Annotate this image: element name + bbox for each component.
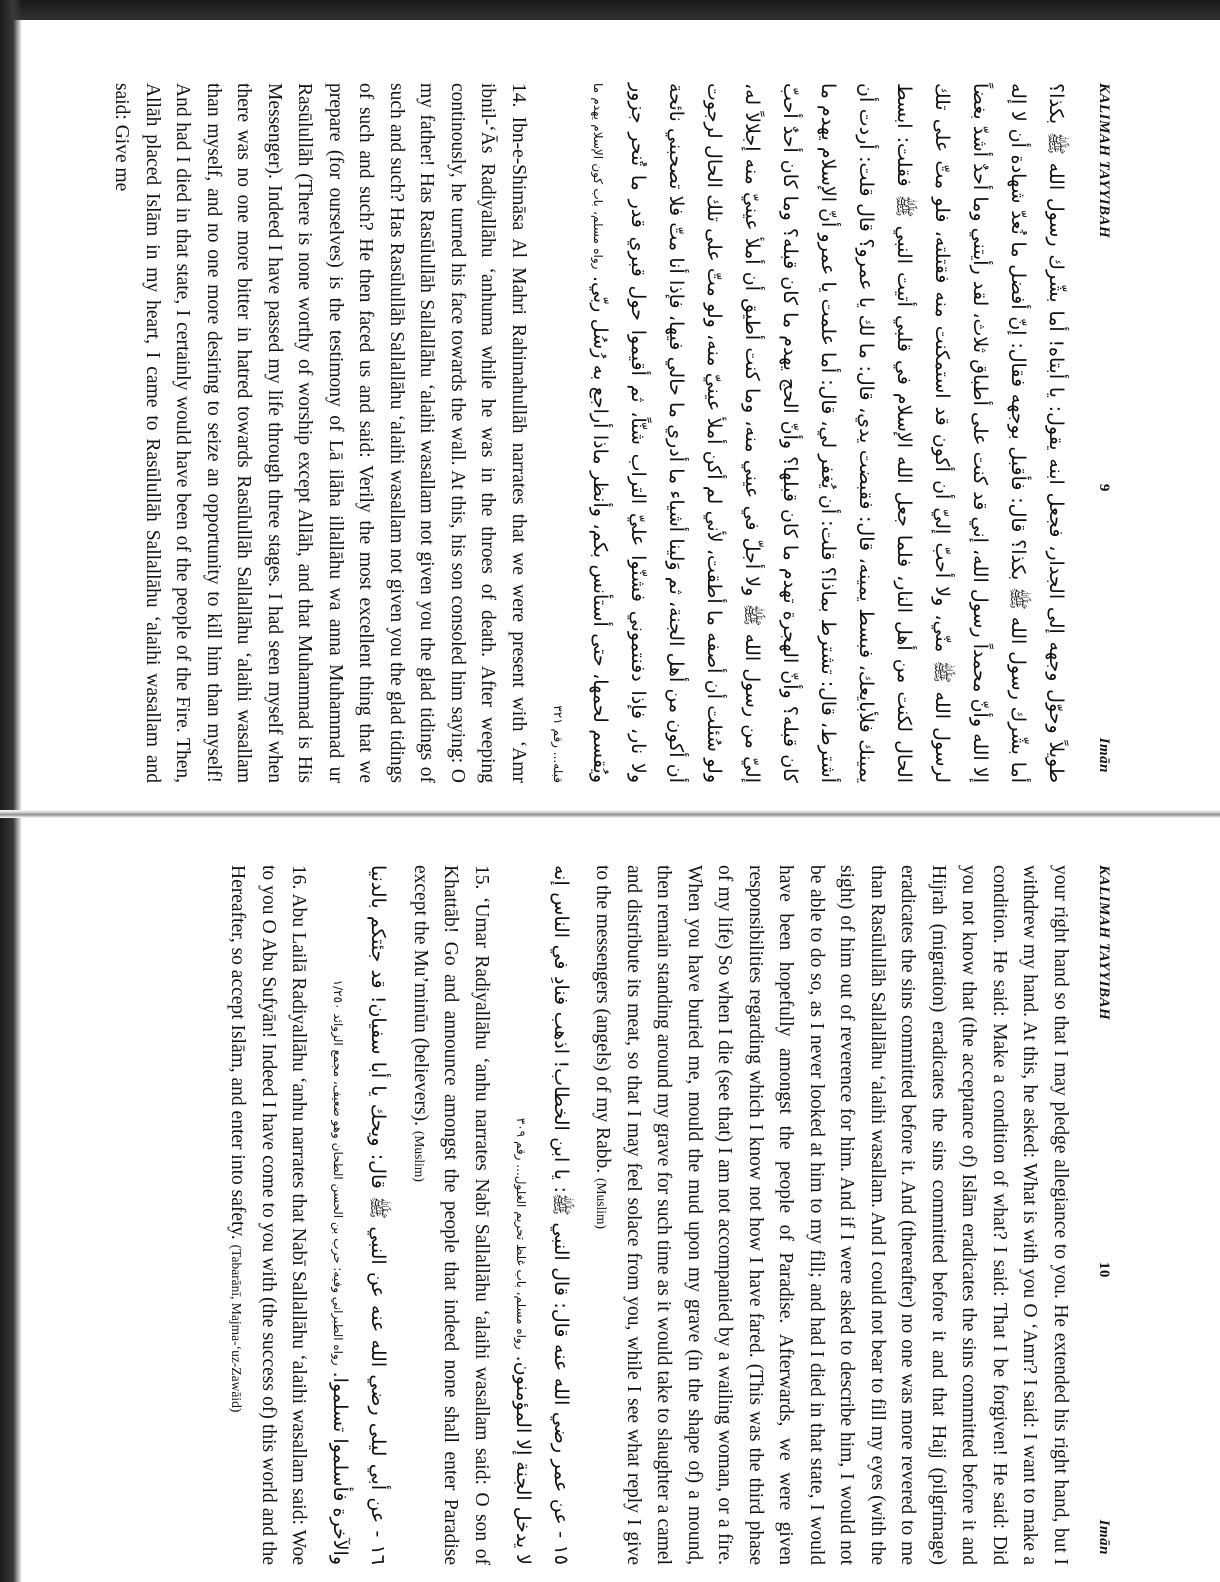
hadith-14-continuation: your right hand so that I may pledge allegiance to you. He extended his right hand, but I withdrew my hand. At this, he asked: What is with you O ‘Amr? I said: I want to make a condition. He said: Make a condition of what? I said: That I be forgiven! He said: Did you not know that (the acceptance of) Islām eradicates the sins committed before it and Hijrah (migration) eradicates the sins committed before it and that Hajj (pilgrimage) eradicates the sins committed before it. And (thereafter) no one was more revered to me than Rasūlullāh Sallallāhu ‘alaihi wasallam. And I could not bear to fill my eyes (with the sight) of him out of reverence for him. And if I were asked to describe him, I would not be able to do so, as I never looked at him to my fill; and had I died in that state, I would have been hopefully amongst the people of Paradise. Afterwards, we were given responsibilities regarding which I know not how I have fared. (This was the third phase of my life) So when I die (see that) I am not accompanied by a wailing woman, or a fire. When you have buried me, mould the mud upon my grave (in the shape of) a mound, then remain standing around my grave for such time as it would take to slaughter a camel and distribute its meat, so that I may feel solace from you, while I see what reply I give to the messengers (angels) of my Rabb. (Muslim) xyxy=(592,865,1071,1565)
hadith-14: 14. Ibn-e-Shimāsa Al Mahri Rahimahullāh narrates that we were present with ‘Amr ibnil-‘Ās Radiyallāhu ‘anhuma while he was in the throes of death. After weeping continously, he turned his face towards the wall. At this, his son consoled him saying: O my father! Has Rasūlullāh Sallallāhu ‘alaihi wasallam not given you the glad tidings of such and such? Has Rasūlullāh Sallallāhu ‘alaihi wasallam not given you the glad tidings of such and such? He then faced us and said: Verily the most excellent thing that we prepare (for ourselves) is the testimony of Lā ilāha illallāhu wa anna Muhammad ur Rasūlullāh (There is none worthy of worship except Allāh, and that Muhammad is His Messenger). Indeed I have passed my life through three stages. I had seen myself when there was no one more bitter in hatred towards Rasūlullāh Sallallāhu ‘alaihi wasallam than myself, and no one more desiring to seize an opportunity to kill him than myself! And had I died in that state, I certainly would have been of the people of the Fire. Then, Allāh placed Islām in my heart, I came to Rasūlullāh Sallallāhu ‘alaihi wasallam and said: Give me xyxy=(111,83,529,783)
section-title: Imān xyxy=(1096,737,1112,773)
source-citation: (Muslim) xyxy=(594,1178,610,1230)
arabic-text-15: ١٥ - عن عمر رضي الله عنه قال: قال النبي ﷺ: يا ابن الخطاب! اذهب فنادِ في الناس إنه لا يدخل الجنة إلا المؤمنون. رواه مسلم، باب غلظ تحريم الغلول... رقم ٣٠٩ xyxy=(512,865,572,1565)
source-citation: (Tabarānī, Majma-‘uz-Zawāid) xyxy=(229,1244,245,1413)
page-number: 9 xyxy=(1096,483,1112,492)
scan-border-top xyxy=(0,0,1220,20)
page-10-content xyxy=(12,865,1112,1565)
page-9-content xyxy=(12,83,1112,783)
section-title: Imān xyxy=(1096,1519,1112,1555)
arabic-text: طويلاً وحوّل وجهه إلى الجدار، فجعل ابنه يقول: يا أبتاه! أما بشّرك رسول الله ﷺ بكذا؟ أما بشّرك رسول الله ﷺ بكذا؟ قال: فأقبل بوجهه فقال: إنّ أفضل ما نُعدّ شهادة أن لا إله إلا الله وأنّ محمداً رسول الله، إني قد كنت على أطباق ثلاث، لقد رأيتني وما أحدٌ أشدّ بغضاً لرسول الله ﷺ منّي، ولا أحبّ إليّ أن أكون قد استمكنت منه فقتلته، فلو متّ على تلك الحال لكنت من أهل النار، فلما جعل الله الإسلام في قلبي أتيت النبي ﷺ فقلت: ابسط يمينك فلأبايعك، فبسط يمينه، قال: فقبضت يدي، قال: ما لك يا عمرو؟ قال قلت: أردت أن أشترط، قال: تشترط بماذا؟ قلت: أن يُغفر لي، قال: أما علمت يا عمرو أنّ الإسلام يهدم ما كان قبله؟ وأنّ الهجرة تهدم ما كان قبلها؟ وأنّ الحج يهدم ما كان قبله؟ وما كان أحدٌ أحبّ إليّ من رسول الله ﷺ ولا أجلّ في عيني منه، وما كنت أطيق أن أملأ عينيّ منه إجلالاً له، ولو سُئلت أن أصفه ما أطقت، لأني لم أكن أملأ عينيّ منه، ولو متّ على تلك الحال لرجوت أن أكون من أهل الجنة، ثم وَلينا أشياء ما أدري ما حالي فيها، فإذا أنا متّ فلا تصحبني نائحة ولا نار، فإذا دفنتموني فشنّوا عليّ التراب شنّاً، ثم أقيموا حول قبري قدر ما تُنحر جزور ويُقسم لحمها، حتى أستأنس بكم، وأنظر ماذا أراجع به رُسُل ربّي. رواه مسلم، باب كون الإسلام يهدم ما قبله... رقم ٣٢١ xyxy=(551,83,1067,783)
book-title: KALIMAH TAYYIBAH xyxy=(1096,865,1112,1021)
page-9 xyxy=(0,28,1220,808)
page-10-header xyxy=(1095,865,1112,1565)
arabic-reference: رواه مسلم، باب كون الإسلام يهدم ما قبله... رقم ٣٢١ xyxy=(551,83,605,783)
page-number: 10 xyxy=(1096,1261,1112,1278)
book-title: KALIMAH TAYYIBAH xyxy=(1096,83,1112,239)
arabic-text-16: ١٦ - عن أبي ليلى رضي الله عنه عن النبي ﷺ قال: ويحك يا أبا سفيان! قد جئتكم بالدنيا والآخرة فأسلموا تسلموا. رواه الطبراني وفيه: حرب بن الحسن الطحان وهو ضعيف، مجمع الزوائد ١/٢٥٠ xyxy=(329,865,390,1565)
page-fold xyxy=(0,810,1220,818)
hadith-16: 16. Abu Lailā Radiyallāhu ‘anhu narrates that Nabī Sallallāhu ‘alaihi wasallam said: Woe to you O Abu Sufyān! Indeed I have come to you with (the success of) this world and the Hereafter, so accept Islām, and enter into safety. (Tabarānī, Majma-‘uz-Zawāid) xyxy=(227,865,310,1565)
page-10 xyxy=(0,830,1220,1575)
arabic-reference: رواه الطبراني وفيه: حرب بن الحسن الطحان وهو ضعيف، مجمع الزوائد ١/٢٥٠ xyxy=(331,979,346,1366)
source-citation: (Muslim) xyxy=(412,1130,427,1182)
arabic-reference: رواه مسلم، باب غلظ تحريم الغلول... رقم ٣٠٩ xyxy=(514,1117,528,1350)
page-9-header xyxy=(1095,83,1112,783)
hadith-15: 15. ‘Umar Radiyallāhu ‘anhu narrates Nabī Sallallāhu ‘alaihi wasallam said: O son of Khattāb! Go and announce amongst the people that indeed none shall enter Paradise except the Mu’minūn (believers). (Muslim) xyxy=(410,865,492,1565)
